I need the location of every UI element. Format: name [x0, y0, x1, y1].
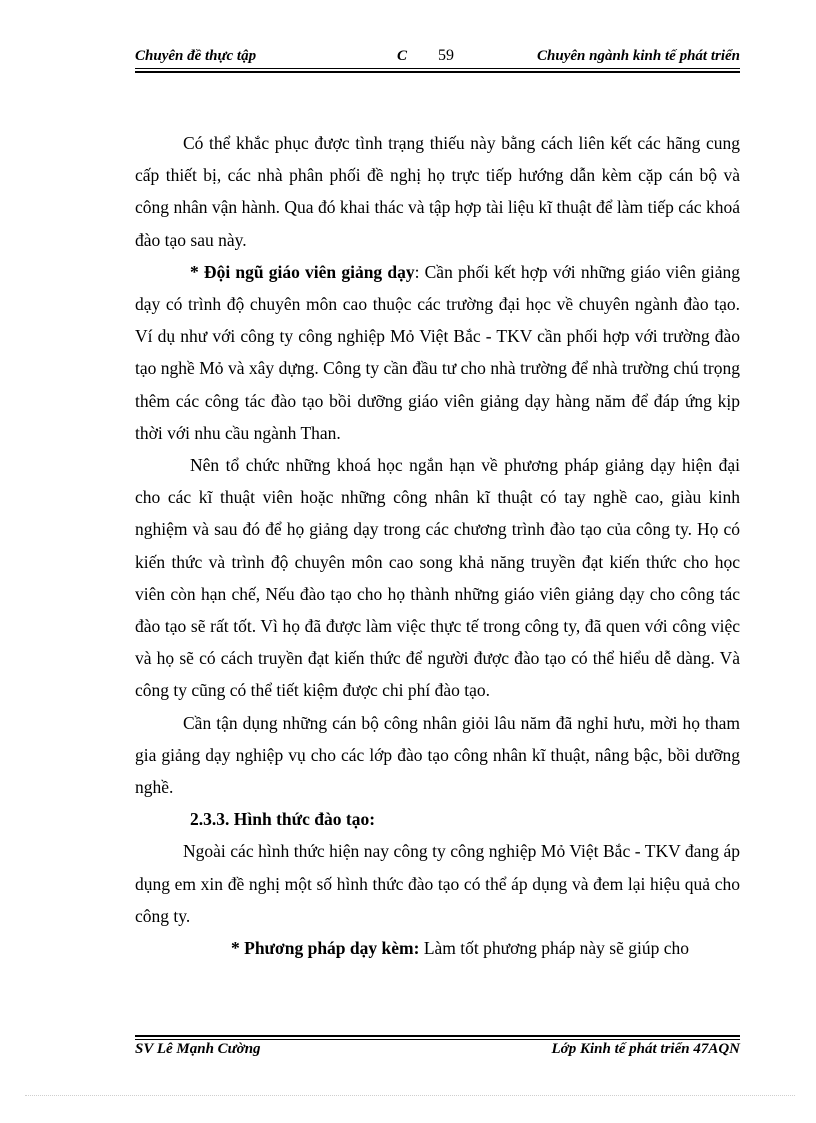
footer-class-name: Lớp Kinh tế phát triển 47AQN [551, 1041, 740, 1057]
teaching-staff-text: : Cần phối kết hợp với những giáo viên giảng dạy có trình độ chuyên môn cao thuộc các trường đại học về chuyên ngành đào tạo. Ví dụ như với công ty công nghiệp Mỏ Việt Bắc - TKV cần phối hợp với trường đào tạo nghề Mỏ và xây dựng. Công ty cần đầu tư cho nhà trường để nhà trường chú trọng thêm các công tác đào tạo bồi dưỡng giáo viên giảng dạy hàng năm để đáp ứng kịp thời với nhu cầu ngành Than. [135, 261, 740, 443]
paragraph-equipment-training: Có thể khắc phục được tình trạng thiếu này bằng cách liên kết các hãng cung cấp thiết bị, các nhà phân phối đề nghị họ trực tiếp hướng dẫn kèm cặp cán bộ và công nhân vận hành. Qua đó khai thác và tập hợp tài liệu kĩ thuật để làm tiếp các khoá đào tạo sau này. [135, 133, 740, 250]
footer-rule-thin [135, 1039, 740, 1040]
paragraph-short-courses: Nên tổ chức những khoá học ngắn hạn về phương pháp giảng dạy hiện đại cho các kĩ thuật viên hoặc những công nhân kĩ thuật có tay nghề cao, giàu kinh nghiệm và sau đó để họ giảng dạy trong các chương trình đào tạo của công ty. Họ có kiến thức và trình độ chuyên môn cao song khả năng truyền đạt kiến thức cho học viên còn hạn chế, Nếu đào tạo cho họ thành những giáo viên giảng dạy cho công tác đào tạo sẽ rất tốt. Vì họ đã được làm việc thực tế trong công ty, đã quen với công việc và họ sẽ có cách truyền đạt kiến thức để người được đào tạo có thể hiểu dễ dàng. Và công ty cũng có thể tiết kiệm được chi phí đào tạo. [135, 455, 740, 701]
header-center-letter: C [397, 48, 408, 64]
section-heading-training-forms: 2.3.3. Hình thức đào tạo: [190, 809, 376, 830]
page-number: 59 [438, 47, 454, 64]
paragraph-coaching-method [135, 932, 740, 964]
coaching-method-text: Làm tốt phương pháp này sẽ giúp cho [419, 938, 689, 959]
footer-student-name: SV Lê Mạnh Cường [135, 1041, 261, 1057]
footer-rule-thick [135, 1035, 740, 1037]
paragraph-teaching-staff [135, 256, 740, 449]
header-document-type: Chuyên đề thực tập [135, 48, 257, 64]
header-rule-thin [135, 68, 740, 69]
coaching-method-heading: * Phương pháp dạy kèm: [231, 938, 420, 959]
header-rule-thick [135, 71, 740, 73]
teaching-staff-heading: * Đội ngũ giáo viên giảng dạy [190, 261, 415, 282]
header-major: Chuyên ngành kinh tế phát triển [537, 48, 740, 64]
page-body [135, 127, 740, 964]
paragraph-retired-workers: Cần tận dụng những cán bộ công nhân giỏi lâu năm đã nghỉ hưu, mời họ tham gia giảng dạy nghiệp vụ cho các lớp đào tạo công nhân kĩ thuật, nâng bậc, bồi dưỡng nghề. [135, 712, 740, 798]
page-header [135, 48, 740, 70]
paragraph-training-forms: Ngoài các hình thức hiện nay công ty công nghiệp Mỏ Việt Bắc - TKV đang áp dụng em xin đề nghị một số hình thức đào tạo có thể áp dụng và đem lại hiệu quả cho công ty. [135, 841, 740, 926]
page-bottom-dotted-line [25, 1095, 795, 1096]
page-footer [135, 1041, 740, 1063]
